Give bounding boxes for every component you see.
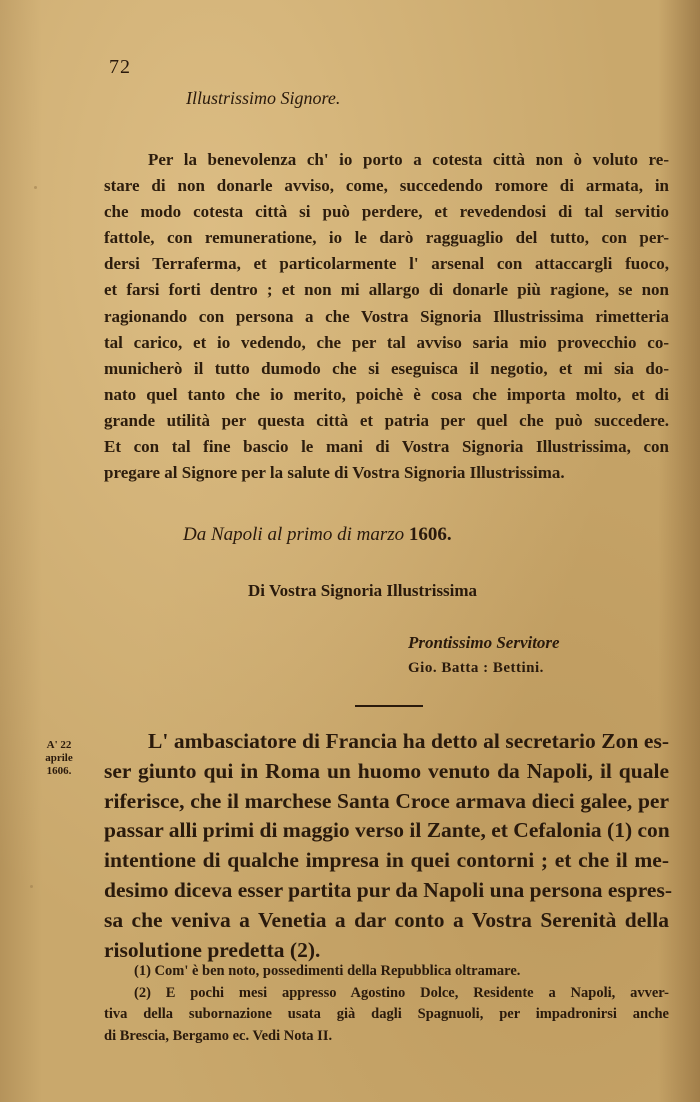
signature-name: Gio. Batta : Bettini. bbox=[408, 660, 544, 676]
section-divider bbox=[355, 705, 423, 707]
letter-salutation: Illustrissimo Signore. bbox=[186, 88, 341, 108]
dispatch-line: risolutione predetta (2). bbox=[104, 937, 321, 962]
margin-date-note bbox=[36, 739, 82, 778]
footnote-2-line: (2) E pochi mesi appresso Agostino Dolce, Residente a Napoli, avver- bbox=[134, 984, 669, 1001]
dispatch-line: sa che veniva a Venetia a dar conto a Vostra Serenità della bbox=[104, 907, 669, 932]
letter-line: nato quel tanto che io merito, poichè è cosa che importa molto, et di bbox=[104, 384, 669, 404]
margin-note-line: A' 22 bbox=[46, 739, 72, 751]
dateline-year: 1606. bbox=[408, 524, 452, 545]
letter-line: municherò il tutto dumodo che si eseguisca il negotio, et mi sia do- bbox=[104, 358, 669, 378]
dispatch-line: intentione di qualche impresa in quei contorni ; et che il me- bbox=[104, 848, 669, 873]
dispatch-line: ser giunto qui in Roma un huomo venuto da Napoli, il quale bbox=[104, 758, 669, 783]
footnote-2-line: di Brescia, Bergamo ec. Vedi Nota II. bbox=[104, 1027, 333, 1044]
page-number: 72 bbox=[109, 56, 131, 78]
footnote-2-line: tiva della subornazione usata già dagli Spagnuoli, per impadronirsi anche bbox=[104, 1006, 669, 1022]
letter-line: pregare al Signore per la salute di Vostra Signoria Illustrissima. bbox=[104, 463, 565, 483]
dispatch-line: desimo diceva esser partita pur da Napoli una persona espres- bbox=[104, 877, 672, 902]
dispatch-line: riferisce, che il marchese Santa Croce armava dieci galee, per bbox=[104, 788, 669, 813]
margin-note-line: 1606. bbox=[46, 765, 72, 777]
letter-body bbox=[104, 147, 669, 486]
letter-line: stare di non donarle avviso, come, succedendo romore di armata, in bbox=[104, 176, 669, 196]
letter-line: Per la benevolenza ch' io porto a cotesta città non ò voluto re- bbox=[148, 150, 669, 169]
margin-note-line: aprile bbox=[45, 752, 73, 764]
letter-line: et farsi forti dentro ; et non mi allargo di donarle più ragione, se non bbox=[104, 280, 669, 300]
letter-dateline bbox=[183, 524, 452, 546]
letter-line: grande utilità per questa città et patria per quel che può succedere. bbox=[104, 410, 669, 430]
letter-line: Et con tal fine bascio le mani di Vostra Signoria Illustrissima, con bbox=[104, 437, 669, 457]
letter-line: tal carico, et io vedendo, che per tal avviso saria mio provecchio co- bbox=[104, 332, 669, 352]
letter-line: dersi Terraferma, et particolarmente l' arsenal con attaccargli fuoco, bbox=[104, 254, 669, 274]
dispatch-line: passar alli primi di maggio verso il Zante, et Cefalonia (1) con bbox=[104, 818, 670, 843]
footnotes bbox=[104, 961, 669, 1047]
dispatch-paragraph bbox=[104, 727, 672, 965]
paper-speck bbox=[34, 186, 37, 189]
dateline-text: Da Napoli al primo di marzo bbox=[183, 524, 405, 545]
dispatch-line: L' ambasciatore di Francia ha detto al secretario Zon es- bbox=[148, 729, 669, 753]
letter-line: che modo cotesta città si può perdere, et revedendosi di tal servitio bbox=[104, 202, 669, 222]
paper-speck bbox=[30, 885, 33, 888]
letter-line: fattole, con remuneratione, io le darò ragguaglio del tutto, con per- bbox=[104, 228, 669, 248]
letter-line: ragionando con persona a che Vostra Signoria Illustrissima rimetteria bbox=[104, 306, 669, 326]
footnote-1: (1) Com' è ben noto, possedimenti della Repubblica oltramare. bbox=[134, 963, 521, 979]
letter-address: Di Vostra Signoria Illustrissima bbox=[248, 581, 478, 600]
signature-closing: Prontissimo Servitore bbox=[408, 633, 560, 652]
